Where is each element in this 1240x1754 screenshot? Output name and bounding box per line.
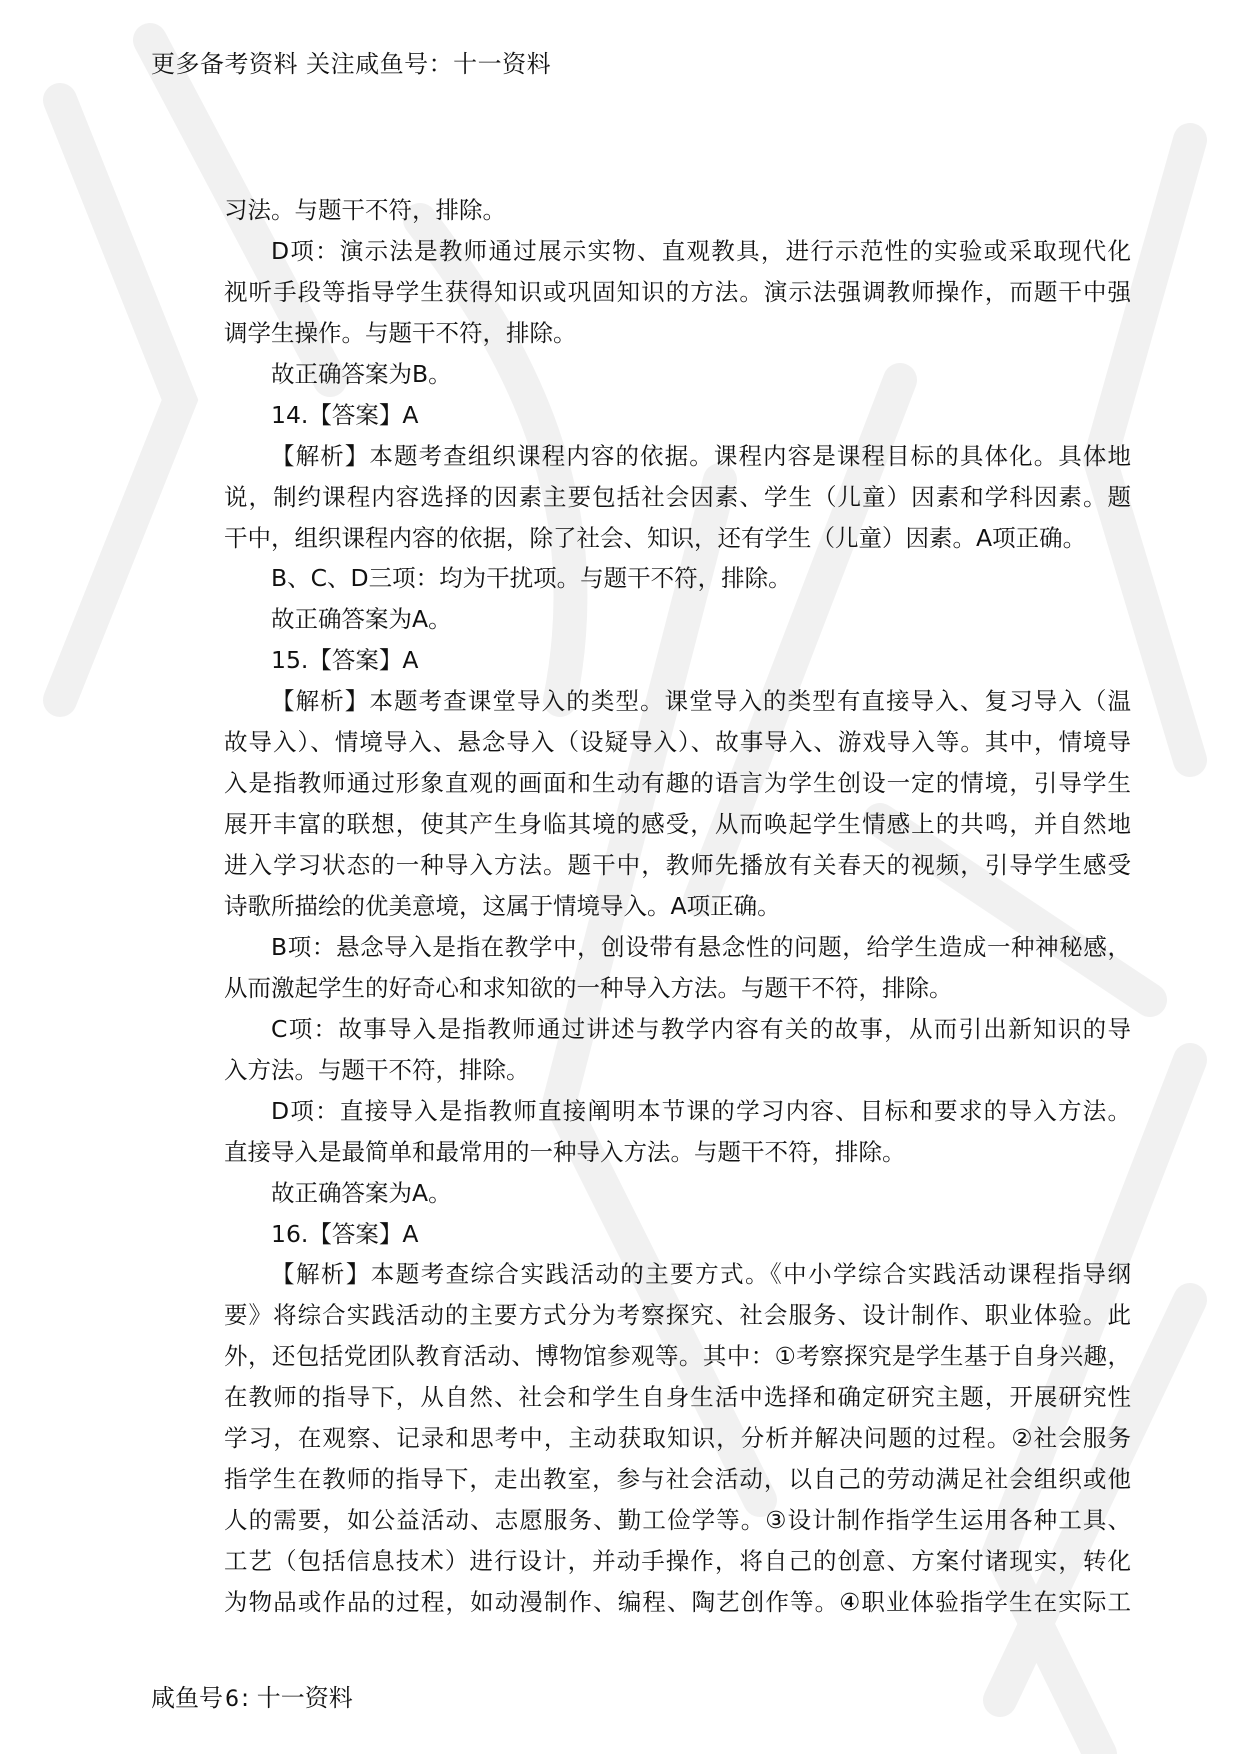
text-line: 故导入）、情境导入、悬念导入（设疑导入）、故事导入、游戏导入等。其中，情境导 <box>224 728 1131 757</box>
text-line: 干中，组织课程内容的依据，除了社会、知识，还有学生（儿童）因素。A项正确。 <box>224 523 1087 552</box>
text-line: 视听手段等指导学生获得知识或巩固知识的方法。演示法强调教师操作，而题干中强 <box>224 277 1131 306</box>
text-line: B项：悬念导入是指在教学中，创设带有悬念性的问题，给学生造成一种神秘感， <box>271 932 1131 961</box>
text-line: 进入学习状态的一种导入方法。题干中，教师先播放有关春天的视频，引导学生感受 <box>224 851 1131 880</box>
text-line: B、C、D三项：均为干扰项。与题干不符，排除。 <box>271 564 792 593</box>
text-line: 为物品或作品的过程，如动漫制作、编程、陶艺创作等。④职业体验指学生在实际工 <box>224 1587 1131 1616</box>
text-line: 【解析】本题考查组织课程内容的依据。课程内容是课程目标的具体化。具体地 <box>271 441 1131 470</box>
page-footer <box>151 1678 353 1713</box>
text-line: 直接导入是最简单和最常用的一种导入方法。与题干不符，排除。 <box>224 1137 906 1166</box>
text-line: 入方法。与题干不符，排除。 <box>224 1055 530 1084</box>
text-line: 【解析】本题考查综合实践活动的主要方式。《中小学综合实践活动课程指导纲 <box>271 1260 1131 1289</box>
text-line: 说，制约课程内容选择的因素主要包括社会因素、学生（儿童）因素和学科因素。题 <box>224 482 1131 511</box>
text-line: 16.【答案】A <box>271 1219 419 1248</box>
text-line: 入是指教师通过形象直观的画面和生动有趣的语言为学生创设一定的情境，引导学生 <box>224 769 1131 798</box>
text-line: D项：演示法是教师通过展示实物、直观教具，进行示范性的实验或采取现代化 <box>271 236 1131 265</box>
text-line: 展开丰富的联想，使其产生身临其境的感受，从而唤起学生情感上的共鸣，并自然地 <box>224 810 1131 839</box>
text-line: 调学生操作。与题干不符，排除。 <box>224 318 577 347</box>
text-line: C项：故事导入是指教师通过讲述与教学内容有关的故事，从而引出新知识的导 <box>271 1014 1131 1043</box>
text-line: 故正确答案为A。 <box>271 1178 452 1207</box>
text-line: 14.【答案】A <box>271 400 419 429</box>
page-number: 6 <box>225 1687 239 1712</box>
footer-text-prefix: 咸鱼号 <box>151 1684 223 1712</box>
text-line: D项：直接导入是指教师直接阐明本节课的学习内容、目标和要求的导入方法。 <box>271 1096 1131 1125</box>
text-line: 故正确答案为A。 <box>271 605 452 634</box>
footer-text-suffix: : 十一资料 <box>241 1684 353 1712</box>
text-line: 工艺（包括信息技术）进行设计，并动手操作，将自己的创意、方案付诸现实，转化 <box>224 1547 1131 1576</box>
text-line: 学习，在观察、记录和思考中，主动获取知识，分析并解决问题的过程。②社会服务 <box>224 1424 1131 1453</box>
page-header: 更多备考资料 关注咸鱼号：十一资料 <box>151 50 552 78</box>
text-line: 15.【答案】A <box>271 646 419 675</box>
text-line: 在教师的指导下，从自然、社会和学生自身生活中选择和确定研究主题，开展研究性 <box>224 1383 1131 1412</box>
text-line: 人的需要，如公益活动、志愿服务、勤工俭学等。③设计制作指学生运用各种工具、 <box>224 1506 1131 1535</box>
text-line: 故正确答案为B。 <box>271 359 452 388</box>
text-line: 指学生在教师的指导下，走出教室，参与社会活动，以自己的劳动满足社会组织或他 <box>224 1465 1131 1494</box>
text-line: 从而激起学生的好奇心和求知欲的一种导入方法。与题干不符，排除。 <box>224 973 953 1002</box>
text-line: 外，还包括党团队教育活动、博物馆参观等。其中：①考察探究是学生基于自身兴趣， <box>224 1342 1131 1371</box>
text-line: 习法。与题干不符，排除。 <box>224 196 506 224</box>
text-line: 要》将综合实践活动的主要方式分为考察探究、社会服务、设计制作、职业体验。此 <box>224 1301 1131 1330</box>
text-line: 诗歌所描绘的优美意境，这属于情境导入。A项正确。 <box>224 891 781 920</box>
text-line: 【解析】本题考查课堂导入的类型。课堂导入的类型有直接导入、复习导入（温 <box>271 687 1131 716</box>
